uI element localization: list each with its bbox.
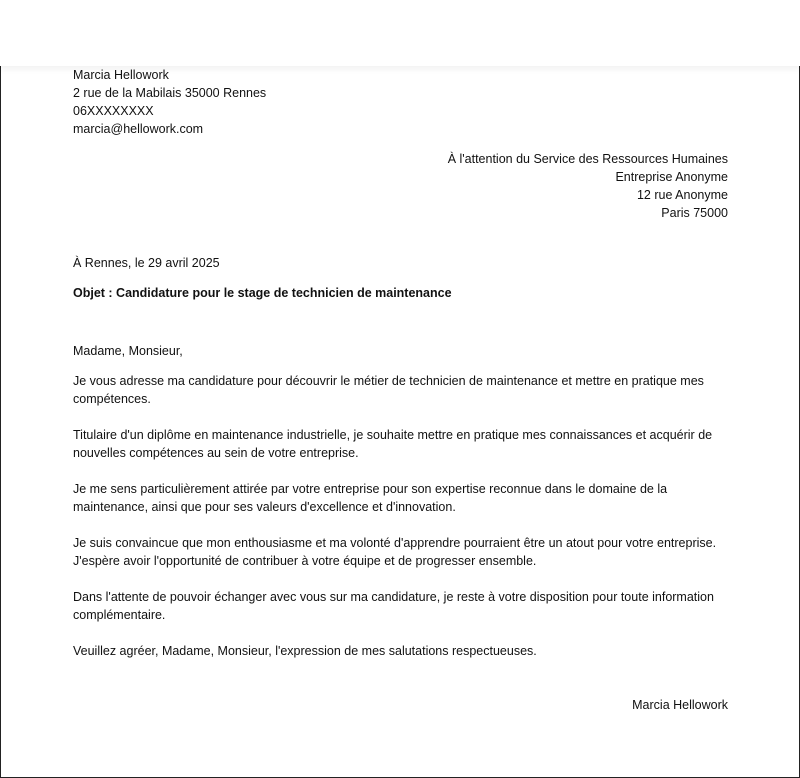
sender-block xyxy=(73,66,728,138)
sender-email: marcia@hellowork.com xyxy=(73,122,204,136)
recipient-attention: À l'attention du Service des Ressources Humaines xyxy=(447,152,728,166)
top-band xyxy=(0,0,800,66)
paragraph: Dans l'attente de pouvoir échanger avec vous sur ma candidature, je reste à votre disposition pour toute information complémentaire. xyxy=(73,590,714,622)
greeting: Madame, Monsieur, xyxy=(73,344,183,358)
sender-phone: 06XXXXXXXX xyxy=(73,104,154,118)
cover-letter xyxy=(73,66,728,714)
subject-line: Objet : Candidature pour le stage de technicien de maintenance xyxy=(73,286,452,300)
paragraph: Veuillez agréer, Madame, Monsieur, l'expression de mes salutations respectueuses. xyxy=(73,644,537,658)
paragraph: Je suis convaincue que mon enthousiasme et ma volonté d'apprendre pourraient être un atout pour votre entreprise. J'espère avoir l'opportunité de contribuer à votre équipe et de progresser ensemble. xyxy=(73,536,717,568)
recipient-city: Paris 75000 xyxy=(661,206,728,220)
recipient-street: 12 rue Anonyme xyxy=(636,188,728,202)
signature: Marcia Hellowork xyxy=(632,698,728,712)
sender-name: Marcia Hellowork xyxy=(73,68,169,82)
paragraph: Je me sens particulièrement attirée par votre entreprise pour son expertise reconnue dans le domaine de la maintenance, ainsi que pour ses valeurs d'excellence et d'innovation. xyxy=(73,482,668,514)
paragraph: Titulaire d'un diplôme en maintenance industrielle, je souhaite mettre en pratique mes connaissances et acquérir de nouvelles compétences au sein de votre entreprise. xyxy=(73,428,713,460)
recipient-block xyxy=(73,150,728,222)
paragraph: Je vous adresse ma candidature pour découvrir le métier de technicien de maintenance et mettre en pratique mes compétences. xyxy=(73,374,704,406)
date-line: À Rennes, le 29 avril 2025 xyxy=(73,256,220,270)
recipient-company: Entreprise Anonyme xyxy=(615,170,728,184)
sender-address: 2 rue de la Mabilais 35000 Rennes xyxy=(73,86,267,100)
